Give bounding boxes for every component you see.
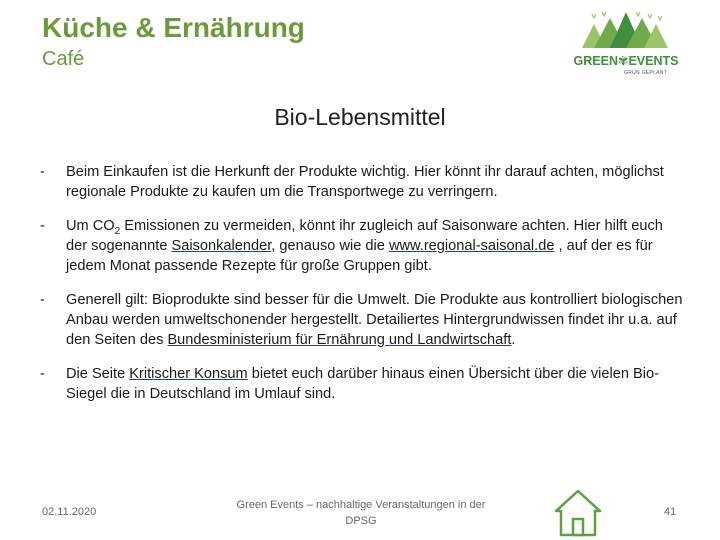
bullet-marker: - (40, 218, 45, 234)
green-events-logo (556, 10, 696, 80)
bullet-marker: - (40, 164, 45, 180)
regional-saisonal-link[interactable]: www.regional-saisonal.de (388, 238, 555, 254)
bullet-text: . (511, 332, 516, 348)
bullet-text: bietet euch darüber hinaus einen Übersicht über die vielen Bio-Siegel die in Deutschland im Umlauf sind. (66, 366, 660, 402)
kritischer-konsum-link[interactable]: Kritischer Konsum (129, 366, 248, 382)
tree-logo-icon (578, 10, 674, 50)
bullet-item (36, 162, 684, 202)
slide-title: Küche & Ernährung (42, 12, 305, 43)
bullet-text: , auf der es für jedem Monat passende Rezepte für große Gruppen gibt. (66, 238, 653, 274)
section-heading: Bio-Lebensmittel (274, 104, 446, 130)
bullet-item (36, 290, 684, 350)
slide-subtitle: Café (42, 48, 85, 70)
bullet-list (36, 162, 684, 418)
bullet-text: Beim Einkaufen ist die Herkunft der Produkte wichtig. Hier könnt ihr darauf achten, möglichst regionale Produkte zu kaufen um die Transportwege zu verringern. (66, 164, 664, 200)
subscript: 2 (114, 225, 121, 237)
page-number: 41 (664, 506, 677, 518)
bundesministerium-link[interactable]: Bundesministerium für Ernährung und Landwirtschaft (167, 332, 512, 348)
bullet-item (36, 364, 684, 404)
bullet-text: Um CO (66, 218, 115, 234)
bullet-text: Die Seite (66, 366, 130, 382)
logo-tagline: GRÜN GEPLANT (624, 70, 668, 76)
footer-text: Green Events – nachhaltige Veranstaltungen in der DPSG (236, 499, 486, 527)
saisonkalender-link[interactable]: Saisonkalender (171, 238, 272, 254)
bullet-text: Generell gilt: Bioprodukte sind besser für die Umwelt. Die Produkte aus kontrolliert biologischen Anbau werden umweltschonender hergestellt. Detailiertes Hintergrundwissen findet ihr u.a. auf den Seiten des (66, 292, 683, 348)
home-icon[interactable] (552, 487, 604, 539)
bullet-text: , genauso wie die (271, 238, 389, 254)
bullet-marker: - (40, 366, 45, 382)
bullet-item (36, 216, 684, 276)
bullet-marker: - (40, 292, 45, 308)
bullet-text: Emissionen zu vermeiden, könnt ihr zugleich auf Saisonware achten. Hier hilft euch der sogenannte (66, 218, 663, 254)
logo-wordmark: GREEN✾EVENTS (573, 54, 679, 68)
footer-date: 02.11.2020 (42, 506, 97, 518)
